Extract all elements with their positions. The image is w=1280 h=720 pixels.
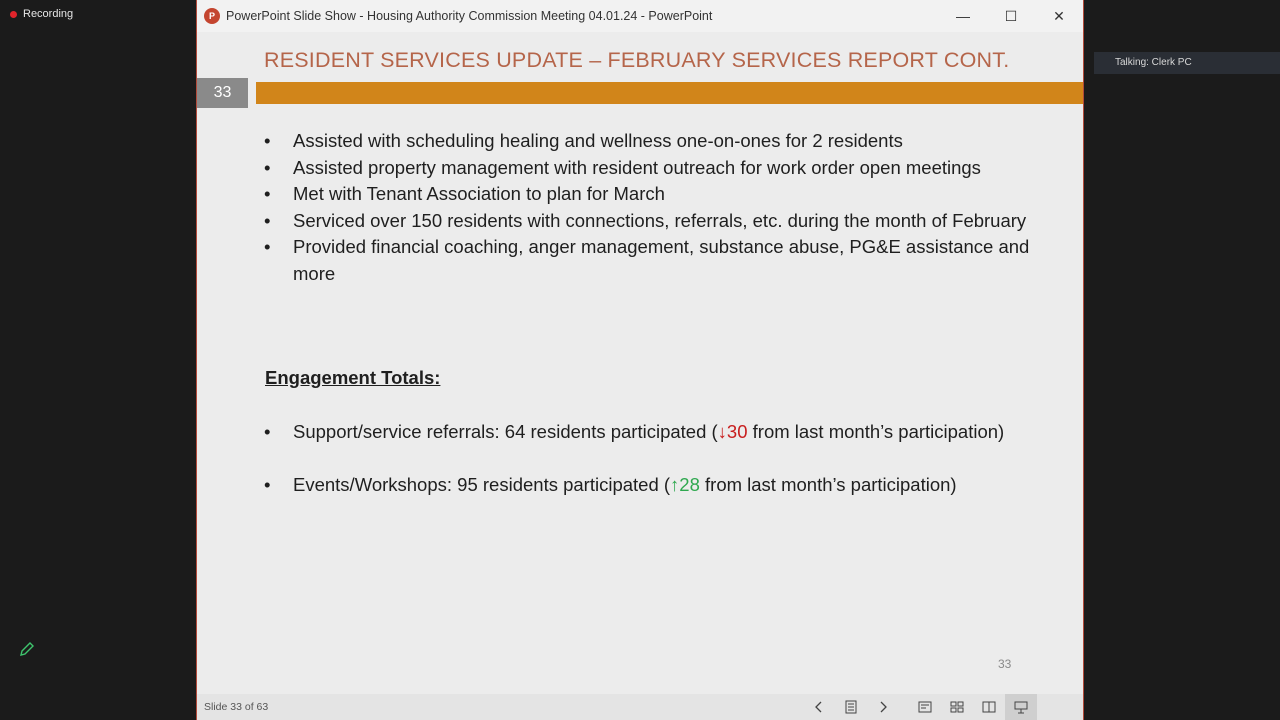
slide-sorter-icon[interactable] [941, 694, 973, 720]
minimize-button[interactable]: — [956, 8, 970, 24]
notes-icon[interactable] [835, 694, 867, 720]
normal-view-icon[interactable] [909, 694, 941, 720]
slide-title: RESIDENT SERVICES UPDATE – FEBRUARY SERVICES REPORT CONT. [264, 48, 1010, 72]
record-dot-icon [10, 11, 17, 18]
down-arrow-icon: ↓ [717, 421, 727, 442]
engagement-item [263, 472, 1053, 499]
engagement-delta: 28 [679, 474, 700, 495]
engagement-text: from last month’s participation) [747, 421, 1005, 442]
pen-icon[interactable] [18, 640, 36, 658]
view-controls [803, 694, 1037, 720]
reading-view-icon[interactable] [973, 694, 1005, 720]
bullet-item: • Serviced over 150 residents with connections, referrals, etc. during the month of February [263, 208, 1053, 235]
status-bar [197, 694, 1083, 720]
slide[interactable] [197, 32, 1083, 694]
engagement-list [263, 419, 1053, 525]
engagement-text: Support/service referrals: 64 residents participated ( [293, 421, 718, 442]
slideshow-icon[interactable] [1005, 694, 1037, 720]
slide-page-number: 33 [998, 657, 1012, 671]
engagement-heading: Engagement Totals: [265, 367, 441, 388]
bullet-list [263, 128, 1053, 287]
bullet-item: • Assisted property management with resident outreach for work order open meetings [263, 155, 1053, 182]
bullet-item: • Met with Tenant Association to plan for March [263, 181, 1053, 208]
close-button[interactable]: ✕ [1053, 7, 1065, 24]
powerpoint-icon: P [204, 8, 220, 24]
recording-indicator [10, 8, 73, 20]
up-arrow-icon: ↑ [670, 474, 680, 495]
window-controls [939, 0, 1083, 32]
maximize-button[interactable]: ☐ [1004, 7, 1018, 24]
bullet-item: • Provided financial coaching, anger management, substance abuse, PG&E assistance and more [263, 234, 1053, 287]
slideshow-window [196, 0, 1084, 720]
accent-bar [256, 82, 1083, 104]
engagement-delta: 30 [726, 421, 748, 442]
window-title: PowerPoint Slide Show - Housing Authority Commission Meeting 04.01.24 - PowerPoint [226, 9, 713, 23]
slide-counter: Slide 33 of 63 [204, 701, 269, 713]
engagement-item [263, 419, 1053, 446]
previous-icon[interactable] [803, 694, 835, 720]
title-bar[interactable] [197, 0, 1083, 32]
engagement-text: from last month’s participation) [699, 474, 957, 495]
recording-label: Recording [23, 8, 74, 20]
next-icon[interactable] [867, 694, 899, 720]
engagement-text: Events/Workshops: 95 residents participated ( [293, 474, 671, 495]
slide-number-box: 33 [197, 78, 248, 108]
talking-indicator: Talking: Clerk PC [1094, 52, 1280, 74]
bullet-item: • Assisted with scheduling healing and wellness one-on-ones for 2 residents [263, 128, 1053, 155]
